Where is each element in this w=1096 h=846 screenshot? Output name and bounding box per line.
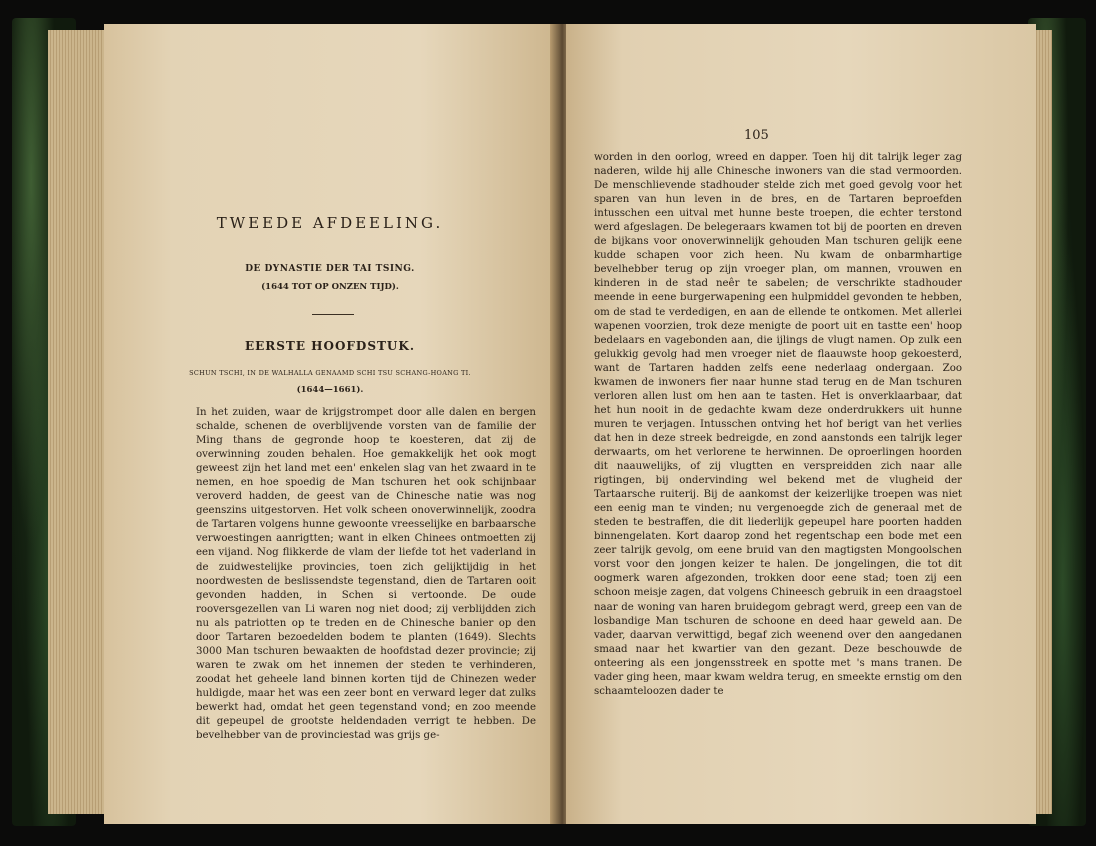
chapter-title: EERSTE HOOFDSTUK. [244,339,416,353]
page-edges-left [48,30,108,814]
period-heading: (1644 TOT OP ONZEN TIJD). [261,282,399,292]
right-body-text: worden in den oorlog, wreed en dapper. Toen hij dit talrijk leger zag naderen, wilde hij alle Chinesche inwoners van die stad vermoorden. De menschlievende stadhouder stelde zich met goed gevolg voor het sparen van hun leven in de bres, en de Tartaren beproefden intusschen een uitval met hunne beste troepen, die echter terstond werd afgeslagen. De belegeraars kwamen tot bij de poorten en dreven de bijkans voor onoverwinnelijk gehouden Man tschuren gelijk eene kudde schapen voor zich heen. Nu kwam de onbarmhartige bevelhebber terug op zijn vroeger plan, om mannen, vrouwen en kinderen in de stad neêr te sabelen; de verschrikte stadhouder meende in eene burgerwapening een hulpmiddel gevonden te hebben, om de stad te verdedigen, en aan de ellende te ontkomen. Met allerlei wapenen voorzien, trok deze menigte de poort uit en tastte een' hoop bedelaars en vagebonden aan, die ijlings de vlugt namen. Op zulk een gelukkig gevolg had men vroeger niet de flaauwste hoop gekoesterd, want de Tartaren hadden zelfs eene nederlaag ondergaan. Zoo kwamen de inwoners fier naar hunne stad terug en de Man tschuren verloren allen lust om hen aan te tasten. Het is onverklaarbaar, dat het hun nooit in de gedachte kwam deze onderdrukkers uit hunne muren te verjagen. Intusschen ontving het hof berigt van het verlies dat hen in deze streek bedreigde, en zond aanstonds een talrijk leger derwaarts, om het verlorene te herwinnen. De oproerlingen hoorden dit naauwelijks, of zij vlugtten en verspreidden zich naar alle rigtingen, bij ondervinding wel bekend met de vlugheid der Tartaarsche ruiterij. Bij de aankomst der keizerlijke troepen was niet een eenig man te vinden; nu vergenoegde zich de generaal met de steden te bestraffen, die dit liederlijk gepeupel hare poorten hadden binnengelaten. Kort daarop zond het regentschap een bode met een zeer talrijk gevolg, om eene bruid van den magtigsten Mongoolschen vorst voor den jongen keizer te halen. De jongelingen, die tot dit oogmerk waren afgezonden, trokken door eene stad; toen zij een schoon meisje zagen, dat volgens Chineesch gebruik in een draagstoel naar de woning van haren bruidegom gebragt werd, greep een van de losbandige Man tschuren de schoone en deed haar geweld aan. De vader, daarvan verwittigd, begaf zich weenend over den aangedanen smaad naar het kwartier van den gezant. Deze beschouwde de onteering als een jongensstreek en spotte met 's mans tranen. De vader ging heen, maar kwam weldra terug, en smeekte ernstig om den schaamteloozen dader te [594,152,962,697]
chapter-subtitle: SCHUN TSCHI, IN DE WALHALLA GENAAMD SCHI TSU SCHANG-HOANG TI. [189,369,471,377]
right-page [566,24,1036,824]
dynasty-heading: DE DYNASTIE DER TAI TSING. [245,264,415,274]
left-page [104,24,556,824]
divider-rule [312,314,354,315]
left-body-text: In het zuiden, waar de krijgstrompet door alle dalen en bergen schalde, schenen de overblijvende vorsten van de familie der Ming thans de gegronde hoop te koesteren, dat zij de overwinning zouden behalen. Hoe gemakkelijk het ook mogt geweest zijn het land met een' enkelen slag van het zwaard in te nemen, en hoe spoedig de Man tschuren het ook schijnbaar veroverd hadden, de geest van de Chinesche natie was nog geenszins uitgestorven. Het volk scheen onoverwinnelijk, zoodra de Tartaren volgens hunne gewoonte vreesselijke en barbaarsche verwoestingen aanrigtten; want in elken Chinees ontmoetten zij een vijand. Nog flikkerde de vlam der liefde tot het vaderland in de zuidwestelijke provincies, toen zich gelijktijdig in het noordwesten de beslissendste tegenstand, dien de Tartaren ooit gevonden hadden, in Schen si vertoonde. De oude rooversgezellen van Li waren nog niet dood; zij verblijdden zich nu als patriotten op te treden en de Chinesche banier op den door Tartaren bezoedelden bodem te planten (1649). Slechts 3000 Man tschuren bewaakten de hoofdstad dezer provincie; zij waren te zwak om het innemen der steden te verhinderen, zoodat het geheele land binnen korten tijd de Chinezen weder huldigde, maar het was een zeer bont en verward leger dat zulks bewerkt had, omdat het geen tegenstand vond; en zoo meende dit gepeupel de grootste heldendaden verrigt te hebben. De bevelhebber van de provinciestad was grijs ge- [196,407,536,742]
chapter-years: (1644—1661). [296,385,364,395]
section-title: TWEEDE AFDEELING. [216,214,444,232]
page-number: 105 [744,128,769,143]
